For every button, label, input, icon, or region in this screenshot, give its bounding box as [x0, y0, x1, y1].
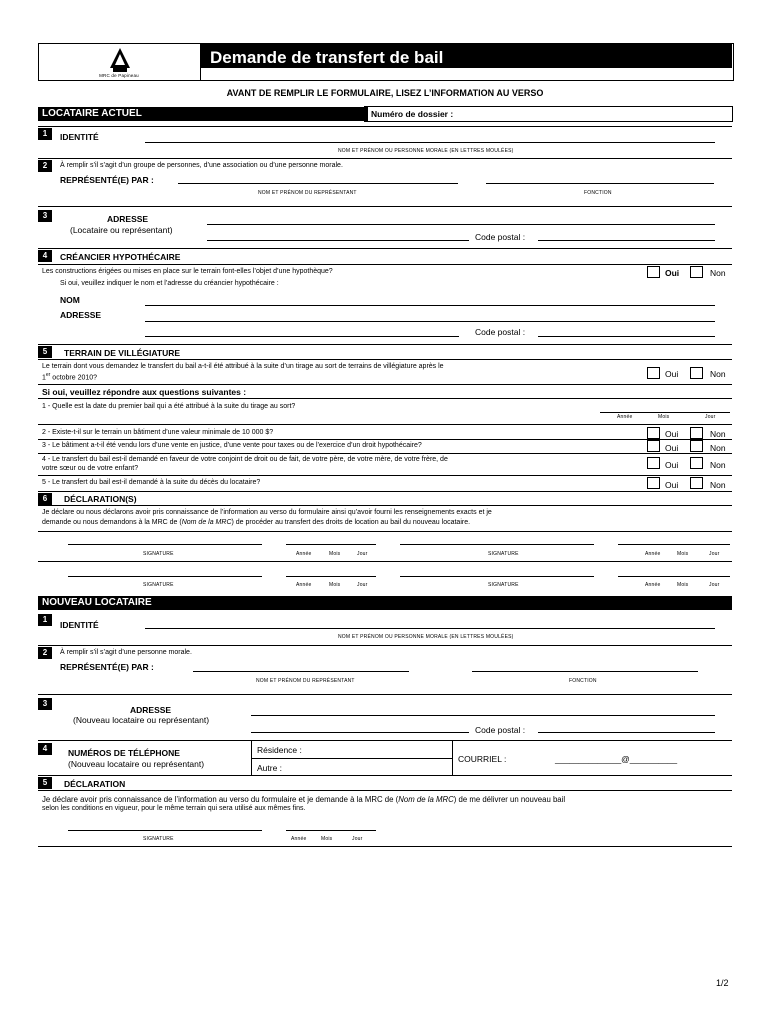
divider: [38, 846, 732, 847]
new-declaration-text-a: Je déclare avoir pris connaissance de l’information au verso du formulaire et je demande à la MRC de (Nom de la MRC) de me délivrer un nouveau bail: [42, 795, 566, 804]
divider: [38, 475, 732, 476]
oui-label: Oui: [665, 429, 679, 439]
mois-caption: Mois: [329, 582, 341, 588]
phone-autre-cell[interactable]: [252, 759, 452, 775]
mois-caption: Mois: [677, 582, 689, 588]
new-represented-label: REPRÉSENTÉ(E) PAR :: [60, 662, 154, 672]
address-subtitle: (Locataire ou représentant): [70, 225, 173, 235]
q2-non-checkbox[interactable]: [690, 427, 703, 439]
new-address-field[interactable]: [251, 715, 715, 716]
divider: [38, 126, 732, 127]
villegiature-title: TERRAIN DE VILLÉGIATURE: [64, 348, 181, 358]
represented-label: REPRÉSENTÉ(E) PAR :: [60, 175, 154, 185]
current-tenant-bar: [38, 107, 368, 121]
q4-text-a: 4 - Le transfert du bail est-il demandé en faveur de votre conjoint de droit ou de fait, de votre père, de votre mère, de votre frère, de: [42, 456, 448, 463]
signature-date-field[interactable]: [286, 544, 376, 545]
q4-oui-checkbox[interactable]: [647, 457, 660, 469]
phone-residence-cell[interactable]: [252, 741, 452, 759]
non-label: Non: [710, 480, 726, 490]
divider: [38, 645, 732, 646]
divider: [38, 453, 732, 454]
courriel-label: COURRIEL :: [458, 754, 507, 764]
new-representative-name-field[interactable]: [193, 671, 409, 672]
address-field[interactable]: [207, 224, 715, 225]
annee-caption: Année: [296, 582, 312, 588]
oui-label: Oui: [665, 460, 679, 470]
divider: [38, 344, 732, 345]
q3-text: 3 - Le bâtiment a-t-il été vendu lors d’une vente en justice, d’une vente pour taxes ou de l’exercice d’un droit hypothécaire?: [42, 442, 422, 449]
form-subtitle: AVANT DE REMPLIR LE FORMULAIRE, LISEZ L’INFORMATION AU VERSO: [226, 88, 544, 98]
declarations-title: DÉCLARATION(S): [64, 494, 137, 504]
if-yes-label: Si oui, veuillez répondre aux questions suivantes :: [42, 387, 247, 397]
section-number: 2: [38, 160, 52, 172]
villegiature-question-a: Le terrain dont vous demandez le transfert du bail a-t-il été attribué à la suite d’un tirage au sort de terrains de villégiature après le: [42, 363, 444, 370]
non-label: Non: [710, 369, 726, 379]
phone-title: NUMÉROS DE TÉLÉPHONE: [68, 748, 180, 758]
annee-caption: Année: [296, 551, 312, 557]
address-title: ADRESSE: [107, 214, 149, 224]
section-number: 4: [38, 250, 52, 262]
divider: [38, 531, 732, 532]
courriel-field[interactable]: ______________@__________: [555, 754, 678, 764]
annee-caption: Année: [645, 582, 661, 588]
representative-name-field[interactable]: [178, 183, 458, 184]
new-identity-field[interactable]: [145, 628, 715, 629]
new-postal-label: Code postal :: [475, 725, 526, 735]
mortgage-non-checkbox[interactable]: [690, 266, 703, 278]
declaration-text-a: Je déclare ou nous déclarons avoir pris connaissance de l’information au verso du formulaire ainsi qu’avoir fourni les renseignements exacts et je: [42, 509, 492, 516]
signature-caption: SIGNATURE: [143, 582, 174, 588]
mortgage-oui-checkbox[interactable]: [647, 266, 660, 278]
signature-date-field[interactable]: [286, 576, 376, 577]
q5-oui-checkbox[interactable]: [647, 477, 660, 489]
jour-caption: Jour: [357, 551, 368, 557]
oui-label: Oui: [665, 480, 679, 490]
identity-title: IDENTITÉ: [60, 132, 99, 142]
signature-field[interactable]: [68, 544, 262, 545]
new-address-title: ADRESSE: [130, 705, 172, 715]
mois-caption: Mois: [677, 551, 689, 557]
mois-caption: Mois: [329, 551, 341, 557]
divider: [38, 694, 732, 695]
q3-non-checkbox[interactable]: [690, 440, 703, 452]
new-identity-title: IDENTITÉ: [60, 620, 99, 630]
current-tenant-title: LOCATAIRE ACTUEL: [42, 108, 142, 119]
residence-label: Résidence :: [257, 745, 302, 755]
annee-caption: Année: [645, 551, 661, 557]
phone-subtitle: (Nouveau locataire ou représentant): [68, 759, 205, 769]
signature-caption: SIGNATURE: [488, 551, 519, 557]
section-number: 3: [38, 210, 52, 222]
creditor-address-field-2[interactable]: [145, 336, 459, 337]
divider: [38, 775, 732, 776]
oui-label: Oui: [665, 369, 679, 379]
declaration-text-b: demande ou nous demandons à la MRC de (Nom de la MRC) de procéder au transfert des droits de location au bail du nouveau locataire.: [42, 519, 471, 526]
oui-label: Oui: [665, 443, 679, 453]
signature-date-field[interactable]: [618, 576, 730, 577]
signature-caption: SIGNATURE: [143, 836, 174, 842]
page-number: 1/2: [716, 978, 729, 988]
jour-caption: Jour: [357, 582, 368, 588]
q4-text-b: votre sœur ou de votre enfant?: [42, 465, 139, 472]
villegiature-question-b: 1er octobre 2010?: [42, 372, 98, 382]
jour-caption: Jour: [705, 414, 716, 420]
new-tenant-title: NOUVEAU LOCATAIRE: [42, 597, 152, 608]
postal-label: Code postal :: [475, 232, 526, 242]
creditor-title: CRÉANCIER HYPOTHÉCAIRE: [60, 252, 181, 262]
creditor-adresse-label: ADRESSE: [60, 310, 102, 320]
section-number: 2: [38, 647, 52, 659]
signature-field[interactable]: [400, 576, 594, 577]
divider: [38, 398, 732, 399]
q4-non-checkbox[interactable]: [690, 457, 703, 469]
form-title: Demande de transfert de bail: [210, 48, 444, 67]
divider: [38, 158, 732, 159]
section-number: 5: [38, 777, 52, 789]
q1-text: 1 - Quelle est la date du premier bail qui a été attribué à la suite du tirage au sort?: [42, 403, 296, 410]
divider: [38, 491, 732, 492]
creditor-address-field[interactable]: [145, 321, 715, 322]
annee-caption: Année: [291, 836, 307, 842]
signature-date-field[interactable]: [618, 544, 730, 545]
new-signature-field[interactable]: [68, 830, 262, 831]
logo-caption: MRC de Papineau: [99, 73, 139, 78]
jour-caption: Jour: [709, 551, 720, 557]
representative-function-field[interactable]: [486, 183, 714, 184]
divider: [38, 424, 732, 425]
divider: [38, 384, 732, 385]
new-representative-function-field[interactable]: [472, 671, 698, 672]
section-number: 3: [38, 698, 52, 710]
mortgage-hint: Si oui, veuillez indiquer le nom et l’adresse du créancier hypothécaire :: [60, 280, 279, 287]
section-number: 5: [38, 346, 52, 358]
non-label: Non: [710, 268, 726, 278]
creditor-nom-label: NOM: [60, 295, 80, 305]
divider: [38, 561, 732, 562]
address-field-2[interactable]: [207, 240, 469, 241]
jour-caption: Jour: [352, 836, 363, 842]
villegiature-non-checkbox[interactable]: [690, 367, 703, 379]
creditor-name-field[interactable]: [145, 305, 715, 306]
new-declaration-title: DÉCLARATION: [64, 779, 126, 789]
non-label: Non: [710, 429, 726, 439]
new-declaration-text-b: selon les conditions en vigueur, pour le même terrain qui sera utilisé aux mêmes fins.: [42, 805, 306, 812]
mois-caption: Mois: [658, 414, 670, 420]
new-address-subtitle: (Nouveau locataire ou représentant): [73, 715, 210, 725]
new-signature-date-field[interactable]: [286, 830, 376, 831]
creditor-postal-label: Code postal :: [475, 327, 526, 337]
signature-caption: SIGNATURE: [488, 582, 519, 588]
signature-field[interactable]: [68, 576, 262, 577]
q1-date-field[interactable]: [600, 412, 730, 413]
postal-field[interactable]: [538, 240, 715, 241]
section-number: 6: [38, 493, 52, 505]
divider: [38, 439, 732, 440]
q2-oui-checkbox[interactable]: [647, 427, 660, 439]
q5-text: 5 - Le transfert du bail est-il demandé à la suite du décès du locataire?: [42, 479, 261, 486]
new-rep-function-caption: FONCTION: [569, 678, 597, 684]
dossier-label: Numéro de dossier :: [371, 109, 454, 119]
non-label: Non: [710, 443, 726, 453]
signature-field[interactable]: [400, 544, 594, 545]
q2-text: 2 - Existe-t-il sur le terrain un bâtiment d’une valeur minimale de 10 000 $?: [42, 429, 274, 436]
mrc-logo-icon: [100, 46, 140, 74]
divider: [38, 790, 732, 791]
signature-caption: SIGNATURE: [143, 551, 174, 557]
divider: [38, 359, 732, 360]
jour-caption: Jour: [709, 582, 720, 588]
identity-caption: NOM ET PRÉNOM OU PERSONNE MORALE (EN LETTRES MOULÉES): [338, 148, 514, 154]
divider: [38, 248, 732, 249]
new-rep-name-caption: NOM ET PRÉNOM DU REPRÉSENTANT: [256, 678, 355, 684]
section-number: 1: [38, 128, 52, 140]
mortgage-question: Les constructions érigées ou mises en place sur le terrain font-elles l’objet d’une hypothèque?: [42, 268, 333, 275]
autre-label: Autre :: [257, 763, 283, 773]
villegiature-oui-checkbox[interactable]: [647, 367, 660, 379]
divider: [38, 206, 732, 207]
new-tenant-bar: [38, 596, 732, 610]
rep-function-caption: FONCTION: [584, 190, 612, 196]
dossier-box[interactable]: [364, 106, 733, 122]
annee-caption: Année: [617, 414, 633, 420]
new-group-instruction: À remplir s’il s’agit d’une personne morale.: [60, 649, 192, 656]
rep-name-caption: NOM ET PRÉNOM DU REPRÉSENTANT: [258, 190, 357, 196]
q3-oui-checkbox[interactable]: [647, 440, 660, 452]
new-postal-field[interactable]: [538, 732, 715, 733]
new-address-field-2[interactable]: [251, 732, 469, 733]
oui-label: Oui: [665, 268, 680, 278]
identity-field[interactable]: [145, 142, 715, 143]
non-label: Non: [710, 460, 726, 470]
mois-caption: Mois: [321, 836, 333, 842]
new-identity-caption: NOM ET PRÉNOM OU PERSONNE MORALE (EN LETTRES MOULÉES): [338, 634, 514, 640]
section-number: 1: [38, 614, 52, 626]
logo-cell: [38, 43, 201, 80]
divider: [38, 505, 732, 506]
q5-non-checkbox[interactable]: [690, 477, 703, 489]
creditor-postal-field[interactable]: [538, 336, 715, 337]
divider: [452, 740, 453, 775]
group-instruction: À remplir s’il s’agit d’un groupe de personnes, d’une association ou d’une personne morale.: [60, 162, 343, 169]
section-number: 4: [38, 743, 52, 755]
divider: [38, 264, 732, 265]
